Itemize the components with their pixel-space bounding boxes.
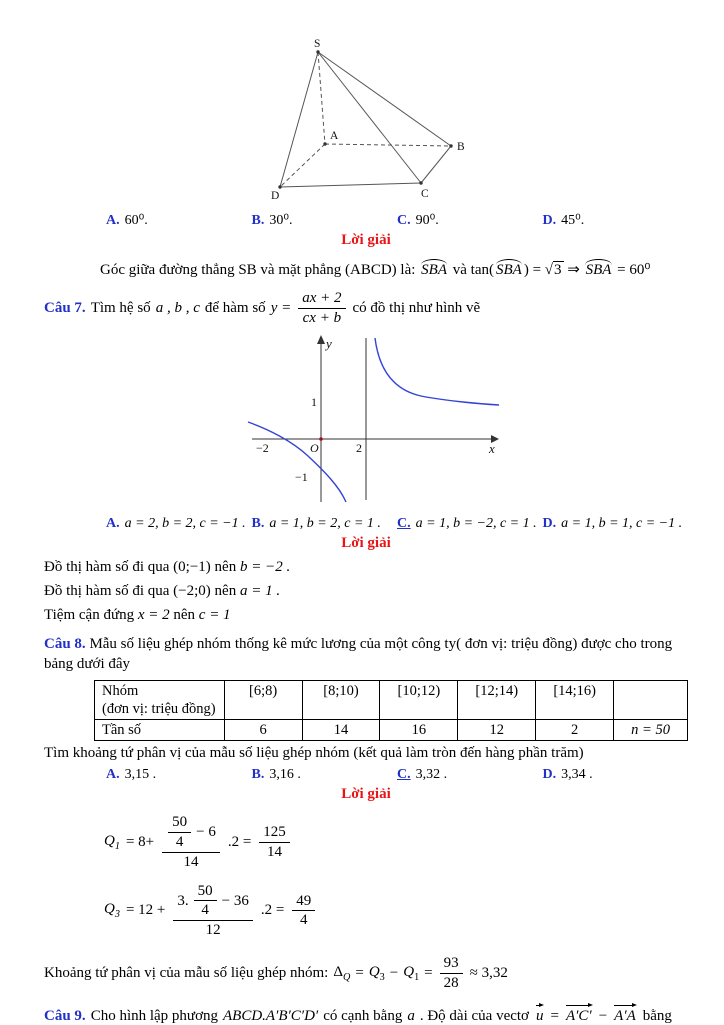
q7-answer-b-value: a = 1, b = 2, c = 1 . [269,515,381,531]
inner-fraction [168,813,191,852]
q1-subscript: 1 [114,841,120,852]
q6-answer-c [397,212,543,229]
tick-label-neg2: −2 [256,440,269,455]
q1-letter: Q [403,963,415,980]
q9-text-post: bằng [642,1008,672,1025]
iqr-fraction [440,954,463,993]
q7-sol2-point: (−2;0) [173,582,211,599]
fraction-numerator: ax + 2 [298,289,345,309]
q3-formula [104,882,688,940]
q8-answers [44,767,688,783]
q8-answer-b [252,767,398,783]
q6-answer-a-letter: A. [106,213,120,228]
q7-answer-c-letter: C. [397,515,411,531]
pyramid-labels [271,38,465,202]
q7-sol1-point: (0;−1) [173,558,211,575]
q1-formula [104,813,688,871]
radical-sign: √ [544,262,554,278]
left-paren: ( [488,262,494,278]
angle-sba: SBA [421,262,447,278]
q1-symbol [104,833,120,852]
vertex-label-b: B [457,141,465,153]
sqrt-three [545,261,564,278]
frequency-table [94,680,688,741]
radicand: 3 [554,262,562,278]
y-axis-label: y [326,335,332,351]
equals-sign: = [550,1008,559,1025]
implies-arrow: ⇒ [567,262,580,278]
fraction-denominator: cx + b [302,309,342,326]
q9-text-pre: Cho hình lập phương [90,1008,218,1025]
q1-main-fraction [162,813,220,871]
cube-name: ABCD.A′B′C′D′ [223,1008,319,1025]
q8-label: Câu 8. [44,635,86,652]
group-cell: [10;12) [380,681,458,720]
hyperbola-left-branch [248,422,346,502]
q7-sol2-math: a = 1 . [239,582,281,599]
q7-answer-d-letter: D. [542,515,557,531]
q1-result-fraction [259,823,290,862]
table-header-nhom [95,681,225,720]
q8-answer-d [543,767,689,783]
q7-answer-d-value: a = 1, b = 1, c = −1 . [561,515,683,531]
q3-symbol [369,964,385,983]
iqr-result-line [44,954,688,993]
x-axis-label: x [489,440,495,456]
minus-sign: − [389,964,399,981]
q9-text-mid2: . Độ dài của vectơ [419,1008,529,1025]
q6-answer-b-letter: B. [251,213,265,228]
graph-labels [256,336,495,484]
q7-heading [44,289,688,328]
q7-answer-d [543,516,689,532]
inner-denominator: 4 [201,902,209,919]
vertex-label-a: A [330,130,339,142]
pyramid-figure [251,38,481,202]
freq-cell: 14 [302,720,380,741]
q6-answer-c-value: 90⁰. [415,213,439,228]
q1-main-denominator: 14 [183,853,199,870]
q8-answer-b-letter: B. [251,767,265,783]
q6-answer-b [252,212,398,229]
q1-equals: = 8+ [125,834,155,850]
q6-loi-giai: Lời giải [341,232,391,248]
result-denominator: 4 [300,912,308,929]
coef-term: 3. [177,892,189,909]
q3-subscript: 3 [114,909,120,921]
group-cell: [8;10) [302,681,380,720]
result-denominator: 14 [267,844,283,860]
hyperbola-right-branch [375,338,499,405]
iqr-numerator: 93 [440,954,463,974]
q3-subscript: 3 [379,971,385,983]
q8-answer-a [106,767,252,783]
q3-main-fraction [173,882,252,940]
q8-answer-d-letter: D. [542,767,557,783]
q8-answer-c [397,767,543,783]
q3-times-equals: .2 = [260,902,285,919]
q7-sol3-math1: x = 2 [137,606,170,623]
q8-question: Tìm khoảng tứ phân vị của mẫu số liệu ghép nhóm (kết quả làm tròn đến hàng phần trăm) [44,745,584,762]
q7-y-equals: y = [270,299,292,316]
vertex-label-d: D [271,190,280,202]
q8-heading [44,634,688,675]
group-cell: [14;16) [536,681,614,720]
q7-answer-b-letter: B. [251,515,265,531]
q7-answer-a-letter: A. [106,515,120,531]
equals-sign: = [532,262,542,278]
q7-sol3-mid: nên [173,606,196,623]
vector-apcp: A′C′ [565,1008,592,1025]
tick-label-neg1: −1 [295,469,308,484]
q7-vars: a , b , c [155,299,200,316]
q7-sol1-text: Đồ thị hàm số đi qua [44,558,170,575]
minus-term: − 6 [196,824,216,841]
group-cell: [6;8) [224,681,302,720]
q8-answer-d-value: 3,34 . [561,767,593,783]
function-graph [246,334,526,506]
q8-loi-giai: Lời giải [341,786,391,803]
delta-letter: Δ [333,963,343,980]
q3-main-numerator [173,882,252,922]
q6-solution-result: = 60⁰ [617,262,651,278]
origin-label: O [310,440,319,455]
q1-main-numerator [162,813,220,853]
q7-sol3-math2: c = 1 [198,606,231,623]
q7-sol2-mid: nên [214,582,237,599]
q3-letter: Q [368,963,380,980]
q6-answer-a-value: 60⁰. [124,213,148,228]
q6-solution-line [44,255,688,279]
angle-sba: SBA [585,262,612,278]
q7-answer-a-value: a = 2, b = 2, c = −1 . [124,515,246,531]
inner-fraction [194,882,217,921]
inner-denominator: 4 [175,834,184,851]
tick-label-1: 1 [311,394,317,409]
total-cell: n = 50 [614,720,688,741]
q7-function-fraction [298,289,345,328]
y-axis-arrow [317,335,325,344]
q7-text-mid: để hàm số [204,299,266,316]
q9-heading [44,1008,688,1025]
freq-cell: 6 [224,720,302,741]
q3-letter: Q [104,901,115,918]
tick-label-2: 2 [356,440,362,455]
vector-u: u [535,1008,544,1025]
q7-answers [44,516,688,532]
equals-sign: = [355,964,364,981]
q7-answer-a [106,516,252,532]
q7-sol1-mid: nên [214,558,237,575]
minus-term: − 36 [221,892,249,909]
q8-answer-b-value: 3,16 . [269,767,301,783]
pyramid-vertex-dots [278,50,452,188]
pyramid-hidden-edges [280,52,451,187]
freq-cell: 12 [458,720,536,741]
q6-solution-text: Góc giữa đường thẳng SB và mặt phẳng (ABCD) là: [100,262,416,278]
result-numerator: 125 [259,823,290,843]
q7-label: Câu 7. [44,299,86,316]
q7-sol1-math: b = −2 . [239,558,291,575]
delta-subscript: Q [342,971,351,983]
q8-answer-a-letter: A. [106,767,120,783]
table-header-tanso: Tần số [95,720,225,741]
q1-subscript: 1 [414,971,420,983]
q8-answer-c-value: 3,32 . [415,767,448,783]
q6-answer-d-letter: D. [542,213,557,228]
vertex-label-c: C [421,188,429,200]
q6-answer-b-value: 30⁰. [269,213,293,228]
q6-answer-a [106,212,252,229]
delta-q-symbol [333,964,350,983]
pyramid-solid-edges [280,52,451,187]
q7-answer-c-value: a = 1, b = −2, c = 1 . [415,515,537,531]
table-row-freqs [95,720,688,741]
q6-answers [44,212,688,229]
vector-apa: A′A [614,1008,636,1025]
q3-symbol [104,901,120,920]
group-cell: [12;14) [458,681,536,720]
angle-sba: SBA [495,262,522,278]
table-row-groups [95,681,688,720]
q7-loi-giai: Lời giải [341,534,391,551]
graph-axes [252,340,496,502]
q1-times-equals: .2 = [227,834,252,850]
vertex-label-s: S [314,38,321,50]
freq-cell: 16 [380,720,458,741]
approx-value: ≈ 3,32 [469,964,508,981]
q6-answer-d-value: 45⁰. [561,213,585,228]
q7-answer-c [397,516,543,532]
q9-label: Câu 9. [44,1008,86,1025]
q6-answer-d [543,212,689,229]
q1-symbol [403,964,419,983]
nhom-line1: Nhóm [102,683,139,699]
q3-result-fraction [292,892,315,931]
freq-cell: 2 [536,720,614,741]
q3-main-denominator: 12 [205,922,221,939]
q8-answer-c-letter: C. [397,767,411,783]
q1-letter: Q [104,833,115,849]
q7-text-pre: Tìm hệ số [90,299,151,316]
q6-solution-va: và [452,262,467,278]
q3-equals: = 12 + [125,902,166,919]
q7-sol2-text: Đồ thị hàm số đi qua [44,582,170,599]
q7-answer-b [252,516,398,532]
q9-text-mid: có cạnh bằng [323,1008,403,1025]
iqr-denominator: 28 [443,974,459,991]
q8-text: Mẫu số liệu ghép nhóm thống kê mức lương của một công ty( đơn vị: triệu đồng) được cho trong bảng dưới đây [44,635,673,672]
q7-text-post: có đồ thị như hình vẽ [352,299,481,316]
q7-solution-line-2 [44,583,688,600]
equals-sign: = [424,964,433,981]
inner-numerator: 50 [168,813,191,833]
nhom-line2: (đơn vị: triệu đồng) [102,701,216,718]
q7-graph-wrap [84,334,688,511]
tan-label: tan [470,262,489,278]
q6-figure-wrap [44,38,688,207]
result-numerator: 49 [292,892,315,912]
origin-dot [319,437,323,441]
q7-solution-line-3 [44,607,688,624]
q7-sol3-text: Tiệm cận đứng [44,606,135,623]
q8-answer-a-value: 3,15 . [124,767,157,783]
inner-numerator: 50 [194,882,217,902]
edge-length: a [407,1008,415,1025]
iqr-text: Khoảng tứ phân vị của mẫu số liệu ghép nhóm: [44,964,329,981]
minus-sign: − [598,1008,608,1025]
q6-answer-c-letter: C. [397,213,411,228]
group-cell-empty [614,681,688,720]
q7-solution-line-1 [44,559,688,576]
right-paren: ) [523,262,529,278]
